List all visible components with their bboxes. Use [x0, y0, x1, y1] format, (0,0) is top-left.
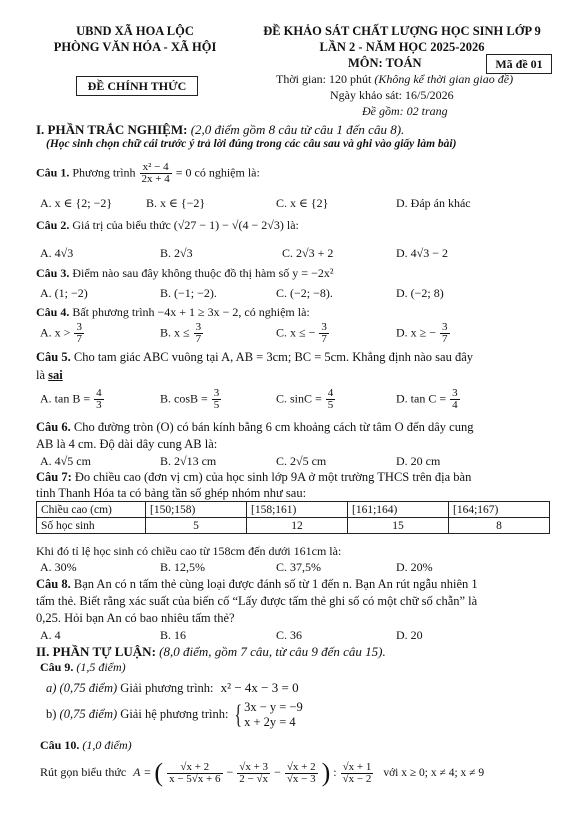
minus-sign: −: [274, 764, 281, 779]
q10-f2-num: √x + 3: [239, 760, 269, 773]
question-7: [36, 470, 471, 485]
question-10: [40, 738, 132, 753]
q4-d-prefix: D. x ≥ −: [396, 325, 437, 340]
q1-tail: = 0 có nghiệm là:: [175, 165, 260, 180]
page-count: Đề gồm: 02 trang: [362, 104, 448, 118]
table-cell: 15: [348, 518, 449, 534]
close-paren: ): [321, 758, 331, 787]
q10-f2-den: 2 − √x: [239, 772, 269, 785]
q4-label: Câu 4.: [36, 305, 70, 319]
q10-label: Câu 10.: [40, 738, 80, 752]
time-line: [276, 72, 513, 87]
q8-option-b[interactable]: B. 16: [160, 628, 187, 642]
q7-text: Đo chiều cao (đơn vị cm) của học sinh lớp 9A ở một trường THCS trên địa bàn: [74, 470, 472, 484]
q5-option-c[interactable]: [276, 388, 336, 411]
q1-den: 2x + 4: [141, 173, 170, 185]
q5-a-prefix: A. tan B =: [40, 391, 91, 406]
q4-b-fraction: [194, 322, 204, 345]
q9-a-equation: x² − 4x − 3 = 0: [220, 680, 299, 695]
q10-f1-num: √x + 2: [167, 762, 222, 774]
q2-option-b[interactable]: B. 2√3: [160, 246, 193, 260]
question-3: [36, 266, 333, 281]
q10-fraction-3: [285, 762, 318, 785]
exam-round: LẦN 2 - NĂM HỌC 2025-2026: [319, 40, 485, 54]
exam-date: Ngày khảo sát: 16/5/2026: [330, 88, 454, 102]
q4-option-c[interactable]: [276, 322, 330, 345]
q5-c-den: 5: [327, 399, 334, 411]
part2-heading-line: [36, 644, 386, 660]
q7-label: Câu 7:: [36, 470, 72, 484]
q8-option-c[interactable]: C. 36: [276, 628, 303, 642]
table-row: [37, 518, 550, 534]
table-cell: Chiều cao (cm): [37, 502, 146, 518]
official-label: ĐỀ CHÍNH THỨC: [87, 79, 187, 93]
q4-b-den: 7: [195, 333, 202, 345]
system-brace: {: [234, 700, 242, 729]
q4-c-fraction: [319, 322, 329, 345]
q10-points: (1,0 điểm): [82, 738, 132, 752]
q5-a-den: 3: [96, 399, 102, 411]
q2-text: Giá trị của biểu thức (√27 − 1) − √(4 − 2√3) là:: [72, 218, 299, 232]
q1-option-a[interactable]: A. x ∈ {2; −2}: [40, 196, 113, 210]
q4-b-prefix: B. x ≤: [160, 325, 190, 340]
q4-a-fraction: [74, 322, 84, 345]
q3-text: Điểm nào sau đây không thuộc đồ thị hàm số y = −2x²: [72, 266, 334, 280]
question-6: [36, 420, 473, 435]
q2-option-c[interactable]: C. 2√3 + 2: [282, 246, 334, 260]
question-8: [36, 577, 478, 592]
q4-d-fraction: [440, 322, 450, 345]
q10-f4-den: √x − 2: [342, 772, 372, 785]
time-note: (Không kể thời gian giao đề): [374, 72, 514, 86]
table-cell: 5: [146, 518, 247, 534]
q10-f3-num: √x + 2: [286, 760, 316, 773]
q9-b-text: Giải hệ phương trình:: [120, 706, 229, 721]
q4-text: Bất phương trình −4x + 1 ≥ 3x − 2, có nghiệm là:: [72, 305, 310, 319]
q4-c-prefix: C. x ≤ −: [276, 325, 316, 340]
table-cell: [161;164): [348, 502, 449, 518]
q8-text2: tấm thẻ. Biết rằng xác suất của biến cố “Lấy được tấm thẻ ghi số có một chữ số chẵn” là: [36, 594, 478, 608]
open-paren: (: [154, 758, 164, 787]
table-cell: 12: [247, 518, 348, 534]
q4-a-prefix: A. x >: [40, 325, 71, 340]
q8-option-d[interactable]: D. 20: [396, 628, 423, 642]
q5-b-den: 5: [213, 399, 220, 411]
q10-expr-a: A =: [133, 764, 152, 779]
q5-sai: sai: [48, 368, 63, 382]
q4-option-d[interactable]: [396, 322, 451, 345]
q1-num: x² − 4: [140, 162, 172, 174]
q10-fraction-4: [341, 762, 374, 785]
q1-label: Câu 1.: [36, 165, 70, 180]
divide-sign: :: [333, 764, 337, 779]
part1-heading-line: [36, 122, 404, 138]
dept-line2: PHÒNG VĂN HÓA - XÃ HỘI: [53, 40, 217, 54]
question-5: [36, 350, 473, 365]
q3-option-a[interactable]: A. (1; −2): [40, 286, 88, 300]
q6-text: Cho đường tròn (O) có bán kính bằng 6 cm khoảng cách từ tâm O đến dây cung: [73, 420, 474, 434]
q5-option-d[interactable]: [396, 388, 461, 411]
question-2: [36, 218, 299, 233]
q7-option-c[interactable]: C. 37,5%: [276, 560, 321, 574]
q4-a-den: 7: [76, 333, 82, 345]
q5-label: Câu 5.: [36, 350, 71, 364]
q5-c-prefix: C. sinC =: [276, 391, 322, 406]
q9-a-label: a): [46, 681, 57, 695]
exam-code: Mã đề 01: [495, 57, 543, 71]
q4-b-num: 3: [195, 321, 202, 333]
q7-text2: tỉnh Thanh Hóa ta có bảng tần số ghép nhóm như sau:: [36, 486, 307, 500]
q3-option-d[interactable]: D. (−2; 8): [396, 286, 444, 300]
q10-condition: với x ≥ 0; x ≠ 4; x ≠ 9: [383, 766, 485, 779]
question-4: [36, 305, 310, 320]
q9-a-text: Giải phương trình:: [120, 681, 214, 695]
q10-f3-den: √x − 3: [286, 772, 316, 785]
part2-heading: II. PHẦN TỰ LUẬN:: [36, 644, 156, 659]
q5-d-prefix: D. tan C =: [396, 391, 447, 406]
q4-c-num: 3: [321, 321, 327, 333]
q1-text: Phương trình: [72, 165, 136, 180]
q5-a-num: 4: [96, 387, 102, 399]
question-1: [36, 162, 260, 185]
q10-fraction-2: [237, 762, 270, 785]
q5-b-fraction: [212, 388, 222, 411]
q1-fraction: [140, 162, 172, 185]
table-cell: [158;161): [247, 502, 348, 518]
q4-c-den: 7: [321, 333, 327, 345]
part1-note: (2,0 điểm gồm 8 câu từ câu 1 đến câu 8).: [190, 122, 405, 137]
q5-text: Cho tam giác ABC vuông tại A, AB = 3cm; BC = 5cm. Khẳng định nào sau đây: [73, 350, 473, 364]
table-cell: [150;158): [146, 502, 247, 518]
q9-b-eq2: x + 2y = 4: [244, 715, 296, 729]
q6-option-b[interactable]: B. 2√13 cm: [160, 454, 217, 468]
q2-option-d[interactable]: D. 4√3 − 2: [396, 246, 449, 260]
dept-line1: UBND XÃ HOA LỘC: [76, 24, 194, 38]
equation-system: [244, 700, 303, 730]
q9-points: (1,5 điểm): [76, 660, 126, 674]
q2-option-a[interactable]: A. 4√3: [40, 246, 74, 260]
q5-b-num: 3: [213, 387, 220, 399]
q9-b-points: (0,75 điểm): [59, 706, 118, 721]
q10-f1-den: x − 5√x + 6: [169, 772, 221, 785]
table-row: [37, 502, 550, 518]
q5-c-num: 4: [327, 387, 334, 399]
q9-b-label: b): [46, 706, 57, 721]
exam-title: ĐỀ KHẢO SÁT CHẤT LƯỢNG HỌC SINH LỚP 9: [263, 24, 541, 38]
q5-d-den: 4: [452, 399, 458, 411]
q8-option-a[interactable]: A. 4: [40, 628, 61, 642]
part1-instruction: (Học sinh chọn chữ cái trước ý trả lời đúng trong các câu sau và ghi vào giấy làm bài): [46, 138, 457, 150]
q9-part-b: [46, 700, 303, 730]
q4-option-b[interactable]: [160, 322, 204, 345]
q4-d-num: 3: [442, 321, 448, 333]
q7-option-d[interactable]: D. 20%: [396, 560, 433, 574]
q3-option-c[interactable]: C. (−2; −8).: [276, 286, 333, 300]
q5-option-a[interactable]: [40, 388, 105, 411]
q5-a-fraction: [94, 388, 104, 411]
q7-question: Khi đó tỉ lệ học sinh có chiều cao từ 158cm đến dưới 161cm là:: [36, 544, 342, 558]
frequency-table: [36, 501, 550, 534]
q5-d-num: 3: [452, 387, 458, 399]
table-cell: 8: [449, 518, 550, 534]
exam-code-box: [486, 54, 552, 74]
q10-fraction-1: [167, 762, 222, 785]
part2-note: (8,0 điểm, gồm 7 câu, từ câu 9 đến câu 15).: [159, 644, 386, 659]
q1-option-d[interactable]: D. Đáp án khác: [396, 196, 471, 210]
q5-d-fraction: [450, 388, 460, 411]
q1-option-b[interactable]: B. x ∈ {−2}: [146, 196, 206, 210]
q6-option-d[interactable]: D. 20 cm: [396, 454, 441, 468]
q10-f4-num: √x + 1: [342, 760, 372, 773]
q3-option-b[interactable]: B. (−1; −2).: [160, 286, 217, 300]
q9-b-eq1: 3x − y = −9: [244, 700, 303, 714]
q7-option-a[interactable]: A. 30%: [40, 560, 77, 574]
question-9: [40, 660, 126, 675]
table-cell: [164;167): [449, 502, 550, 518]
q10-text: Rút gọn biểu thức: [40, 764, 127, 779]
q10-expression-line: [40, 758, 484, 788]
q7-option-b[interactable]: B. 12,5%: [160, 560, 205, 574]
q8-label: Câu 8.: [36, 577, 71, 591]
q6-text2: AB là 4 cm. Độ dài dây cung AB là:: [36, 437, 218, 451]
q9-part-a: [46, 680, 299, 696]
minus-sign: −: [226, 764, 234, 779]
official-box: [76, 76, 198, 96]
q4-d-den: 7: [442, 333, 448, 345]
q5-text-line2: [36, 368, 63, 383]
q6-option-a[interactable]: A. 4√5 cm: [40, 454, 91, 468]
q1-option-c[interactable]: C. x ∈ {2}: [276, 196, 329, 210]
q9-a-points: (0,75 điểm): [59, 681, 118, 695]
part1-heading: I. PHẦN TRẮC NGHIỆM:: [36, 122, 188, 137]
q6-option-c[interactable]: C. 2√5 cm: [276, 454, 327, 468]
time: Thời gian: 120 phút: [276, 72, 372, 86]
table-cell: Số học sinh: [37, 518, 146, 534]
q5-c-fraction: [326, 388, 336, 411]
q9-label: Câu 9.: [40, 660, 74, 674]
q5-text2: là: [36, 368, 46, 382]
q8-text3: 0,25. Hỏi bạn An có bao nhiêu tấm thẻ?: [36, 611, 235, 625]
q4-a-num: 3: [76, 321, 82, 333]
q4-option-a[interactable]: [40, 322, 85, 345]
subject: MÔN: TOÁN: [348, 56, 422, 70]
q5-b-prefix: B. cosB =: [160, 391, 208, 406]
q6-label: Câu 6.: [36, 420, 71, 434]
q2-label: Câu 2.: [36, 218, 70, 232]
q3-label: Câu 3.: [36, 266, 70, 280]
q8-text: Bạn An có n tấm thẻ cùng loại được đánh số từ 1 đến n. Bạn An rút ngẫu nhiên 1: [73, 577, 478, 591]
q5-option-b[interactable]: [160, 388, 222, 411]
